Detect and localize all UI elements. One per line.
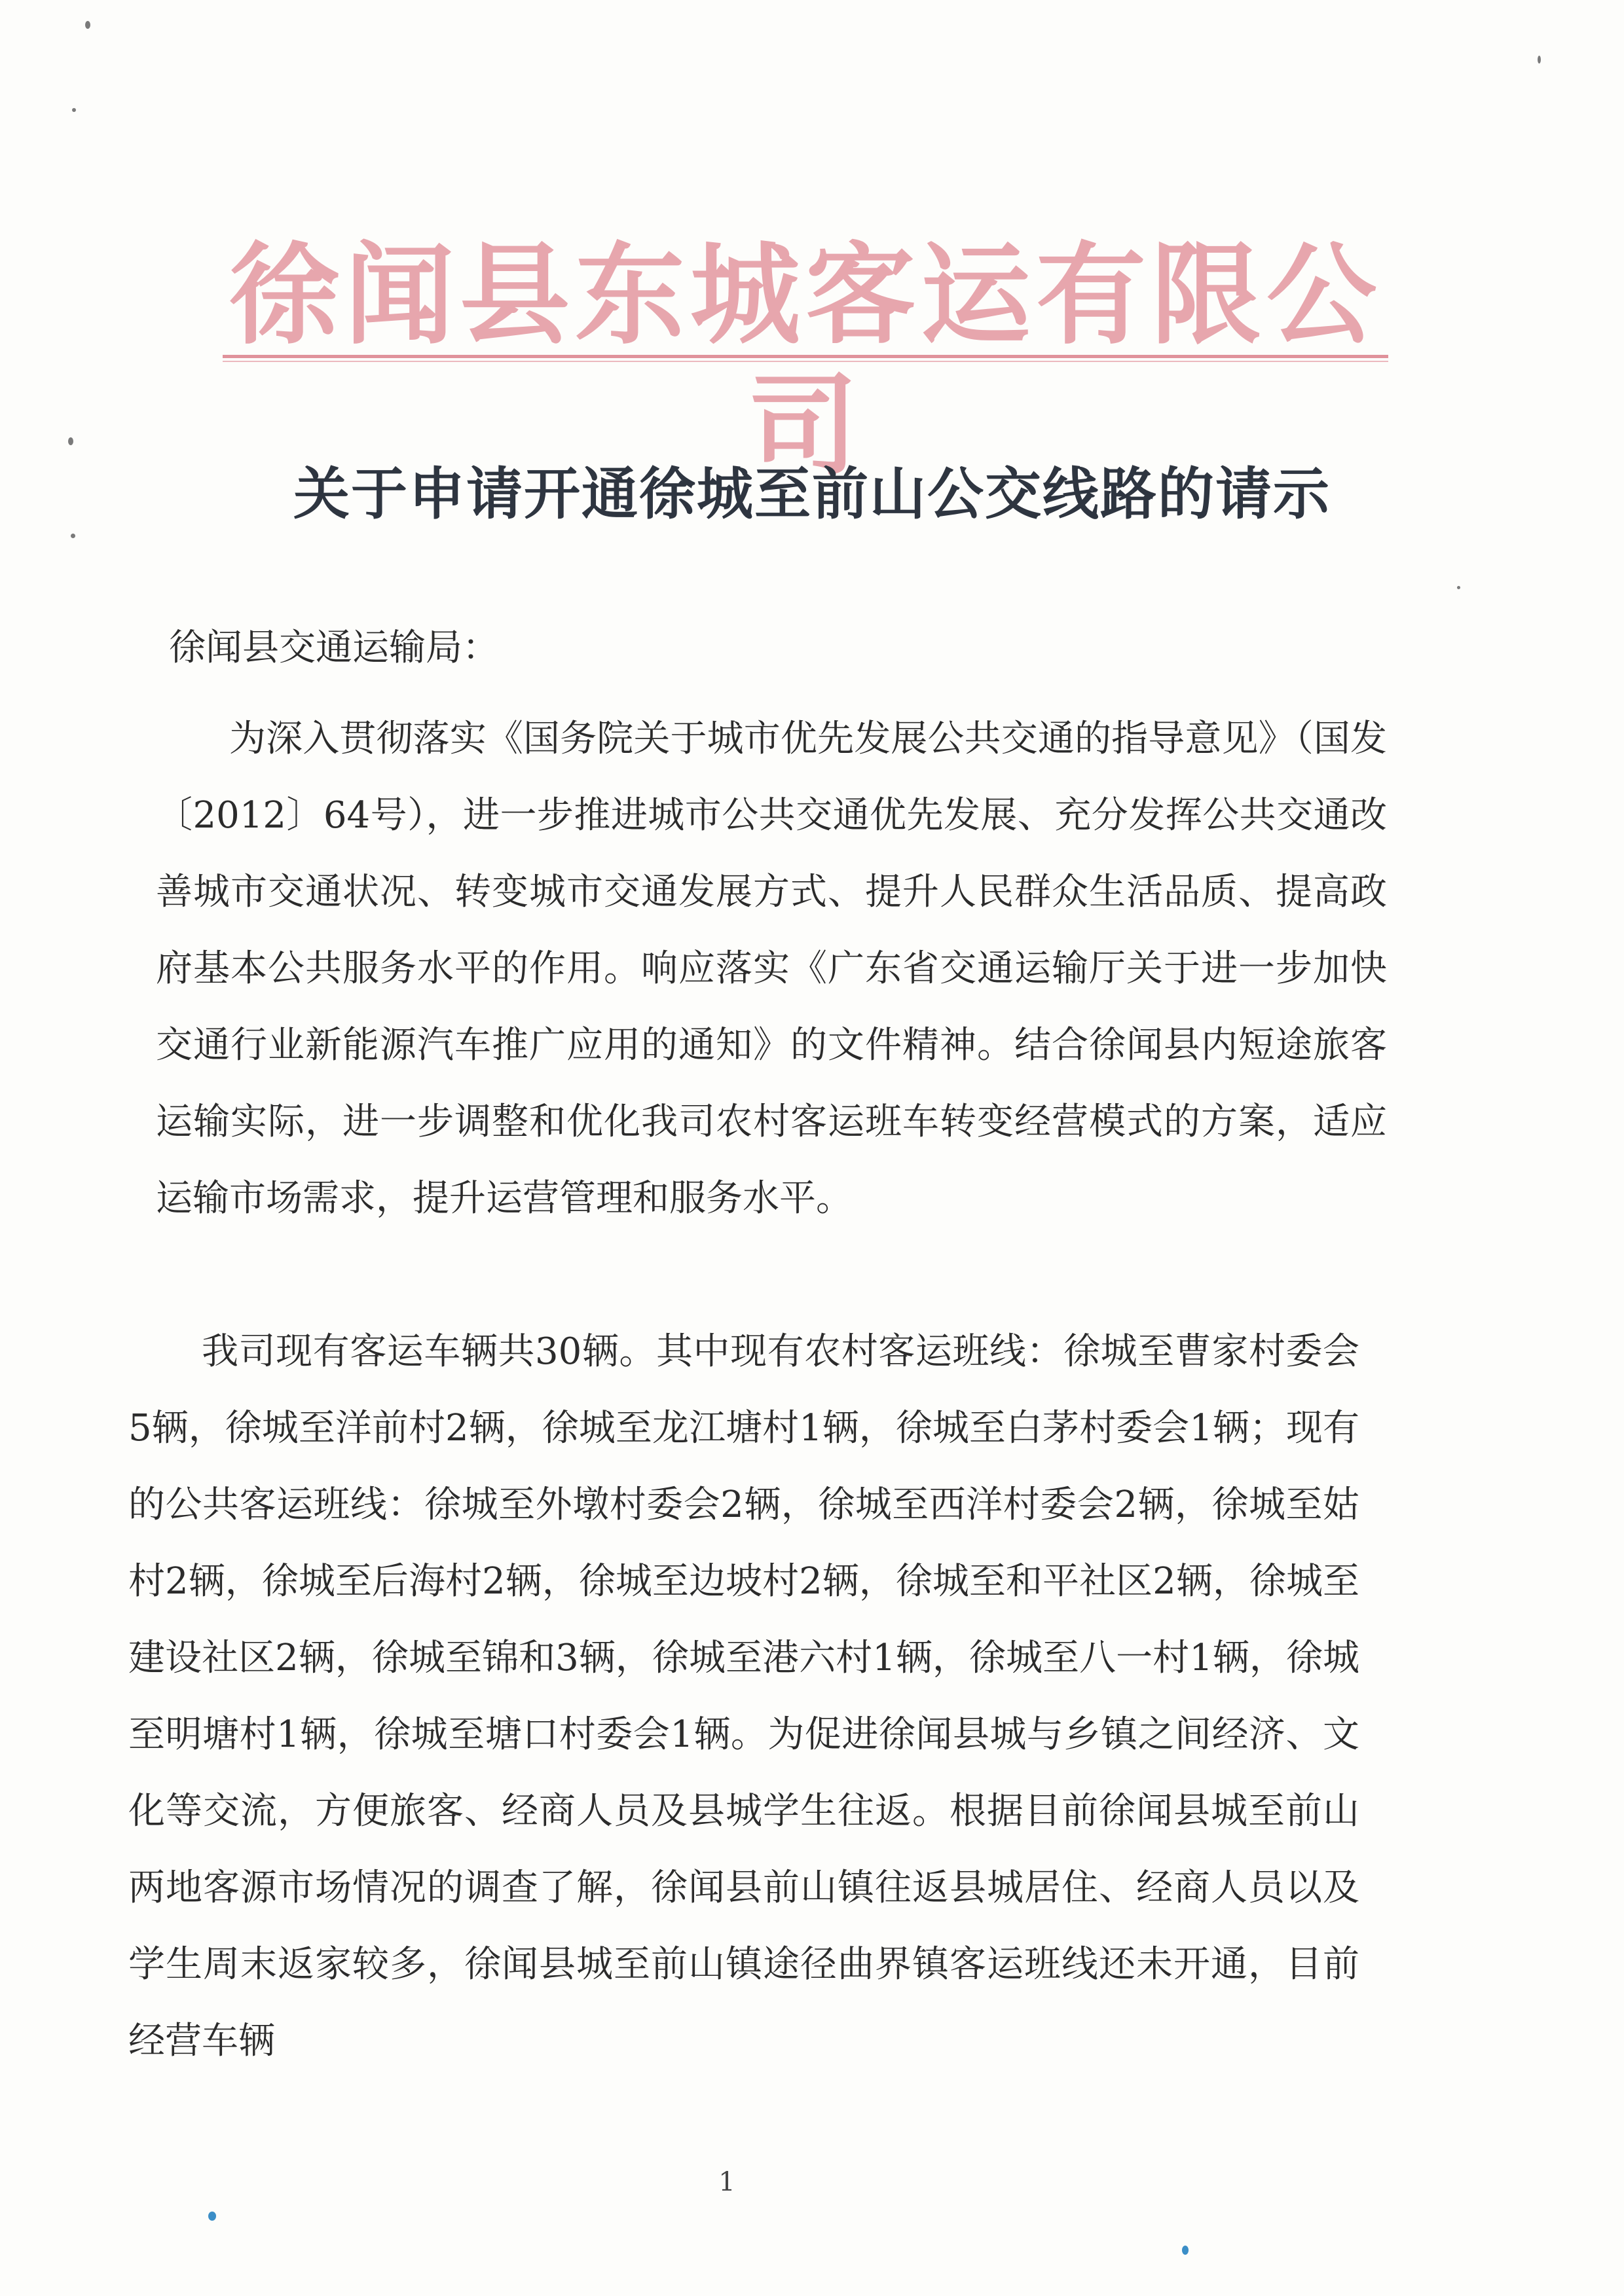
company-name: 徐闻县东城客运有限公司 [229,230,1382,490]
letterhead-divider [223,355,1388,362]
document-title: 关于申请开通徐城至前山公交线路的请示 [293,462,1331,527]
body-paragraph-2: 我司现有客运车辆共30辆。其中现有农村客运班线：徐城至曹家村委会5辆，徐城至洋前村2辆，徐城至龙江塘村1辆，徐城至白茅村委会1辆；现有的公共客运班线：徐城至外墩村委会2辆，徐城至西洋村委会2辆，徐城至姑村2辆，徐城至后海村2辆，徐城至边坡村2辆，徐城至和平社区2辆，徐城至建设社区2辆，徐城至锦和3辆，徐城至港六村1辆，徐城至八一村1辆，徐城至明塘村1辆，徐城至塘口村委会1辆。为促进徐闻县城与乡镇之间经济、文化等交流，方便旅客、经商人员及县城学生往返。根据目前徐闻县城至前山两地客源市场情况的调查了解，徐闻县前山镇往返县城居住、经商人员以及学生周末返家较多，徐闻县城至前山镇途径曲界镇客运班线还未开通，目前经营车辆 [128,1330,1359,2062]
scan-speck [1457,586,1460,589]
scan-speck [1182,2246,1189,2255]
salutation: 徐闻县交通运输局： [169,627,499,669]
body-paragraph-1: 为深入贯彻落实《国务院关于城市优先发展公共交通的指导意见》（国发〔2012〕64号），进一步推进城市公共交通优先发展、充分发挥公共交通改善城市交通状况、转变城市交通发展方式、提升人民群众生活品质、提高政府基本公共服务水平的作用。响应落实《广东省交通运输厅关于进一步加快交通行业新能源汽车推广应用的通知》的文件精神。结合徐闻县内短途旅客运输实际，进一步调整和优化我司农村客运班车转变经营模式的方案，适应运输市场需求，提升运营管理和服务水平。 [156,718,1387,1220]
scan-speck [68,437,73,445]
page-number: 1 [718,2167,735,2197]
scan-speck [71,534,75,538]
scan-speck [85,21,90,29]
scan-speck [1538,56,1541,64]
scan-speck [208,2212,216,2221]
letterhead [223,229,1388,490]
scan-speck [72,108,76,112]
